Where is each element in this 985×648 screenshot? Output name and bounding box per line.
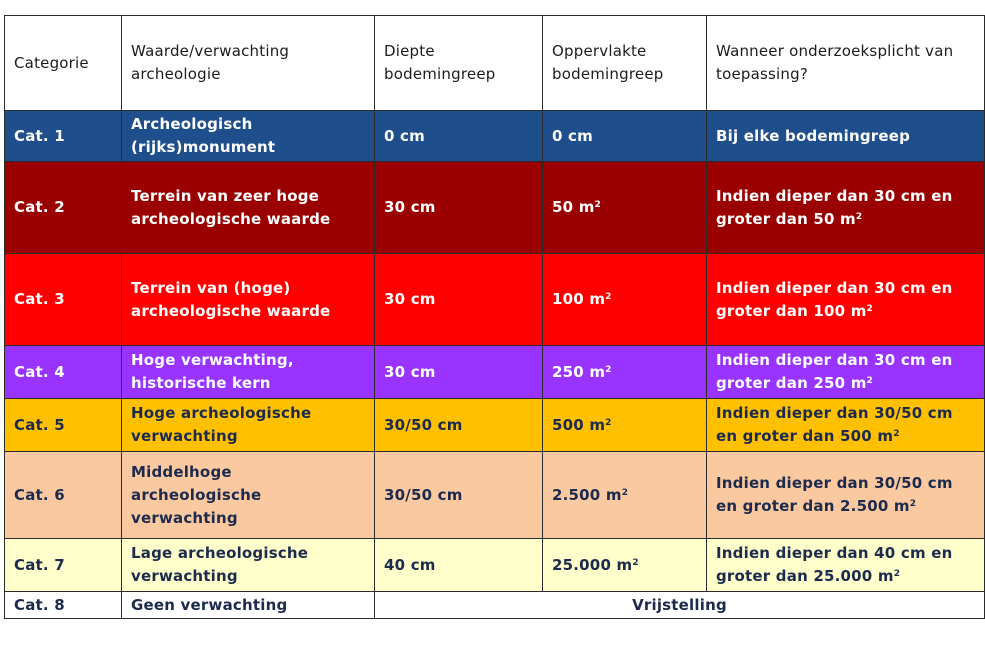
header-oppervlakte: Oppervlakte bodemingreep: [543, 16, 707, 111]
cell-categorie: Cat. 1: [5, 111, 122, 162]
table-row: [5, 254, 985, 346]
cell-vrijstelling: Vrijstelling: [375, 592, 985, 619]
cell-wanneer: Bij elke bodemingreep: [707, 111, 985, 162]
cell-categorie: Cat. 6: [5, 452, 122, 539]
cell-diepte: 40 cm: [375, 539, 543, 592]
cell-oppervlakte: 500 $m^2$: [543, 399, 707, 452]
cell-categorie: Cat. 7: [5, 539, 122, 592]
cell-waarde: Terrein van zeer hoge archeologische waarde: [122, 162, 375, 254]
cell-oppervlakte: 25.000 $m^2$: [543, 539, 707, 592]
cell-oppervlakte: 0 cm: [543, 111, 707, 162]
cell-oppervlakte: 100 $m^2$: [543, 254, 707, 346]
header-wanneer: Wanneer onderzoeksplicht van toepassing?: [707, 16, 985, 111]
cell-diepte: 0 cm: [375, 111, 543, 162]
cell-categorie: Cat. 8: [5, 592, 122, 619]
table-row: [5, 162, 985, 254]
cell-waarde: Middelhoge archeologische verwachting: [122, 452, 375, 539]
cell-waarde: Hoge archeologische verwachting: [122, 399, 375, 452]
cell-diepte: 30/50 cm: [375, 399, 543, 452]
cell-oppervlakte: 2.500 $m^2$: [543, 452, 707, 539]
cell-diepte: 30 cm: [375, 254, 543, 346]
cell-categorie: Cat. 3: [5, 254, 122, 346]
table-header-row: [5, 16, 985, 111]
table-row: [5, 592, 985, 619]
cell-wanneer: Indien dieper dan 30 cm en groter dan 250 $m^2$: [707, 346, 985, 399]
table-row: [5, 346, 985, 399]
table-row: [5, 539, 985, 592]
table-row: [5, 111, 985, 162]
cell-categorie: Cat. 5: [5, 399, 122, 452]
cell-categorie: Cat. 2: [5, 162, 122, 254]
cell-diepte: 30/50 cm: [375, 452, 543, 539]
cell-wanneer: Indien dieper dan 30/50 cm en groter dan 2.500 $m^2$: [707, 452, 985, 539]
cell-waarde: Lage archeologische verwachting: [122, 539, 375, 592]
cell-diepte: 30 cm: [375, 346, 543, 399]
cell-wanneer: Indien dieper dan 30 cm en groter dan 50 $m^2$: [707, 162, 985, 254]
cell-oppervlakte: 250 $m^2$: [543, 346, 707, 399]
archeology-category-table: [4, 15, 985, 619]
cell-wanneer: Indien dieper dan 30/50 cm en groter dan 500 $m^2$: [707, 399, 985, 452]
table-row: [5, 452, 985, 539]
cell-waarde: Archeologisch (rijks)monument: [122, 111, 375, 162]
cell-wanneer: Indien dieper dan 40 cm en groter dan 25.000 $m^2$: [707, 539, 985, 592]
cell-categorie: Cat. 4: [5, 346, 122, 399]
cell-waarde: Geen verwachting: [122, 592, 375, 619]
table-row: [5, 399, 985, 452]
cell-oppervlakte: 50 $m^2$: [543, 162, 707, 254]
cell-diepte: 30 cm: [375, 162, 543, 254]
header-categorie: Categorie: [5, 16, 122, 111]
cell-waarde: Hoge verwachting, historische kern: [122, 346, 375, 399]
cell-waarde: Terrein van (hoge) archeologische waarde: [122, 254, 375, 346]
header-diepte: Diepte bodemingreep: [375, 16, 543, 111]
header-waarde: Waarde/verwachting archeologie: [122, 16, 375, 111]
cell-wanneer: Indien dieper dan 30 cm en groter dan 100 $m^2$: [707, 254, 985, 346]
